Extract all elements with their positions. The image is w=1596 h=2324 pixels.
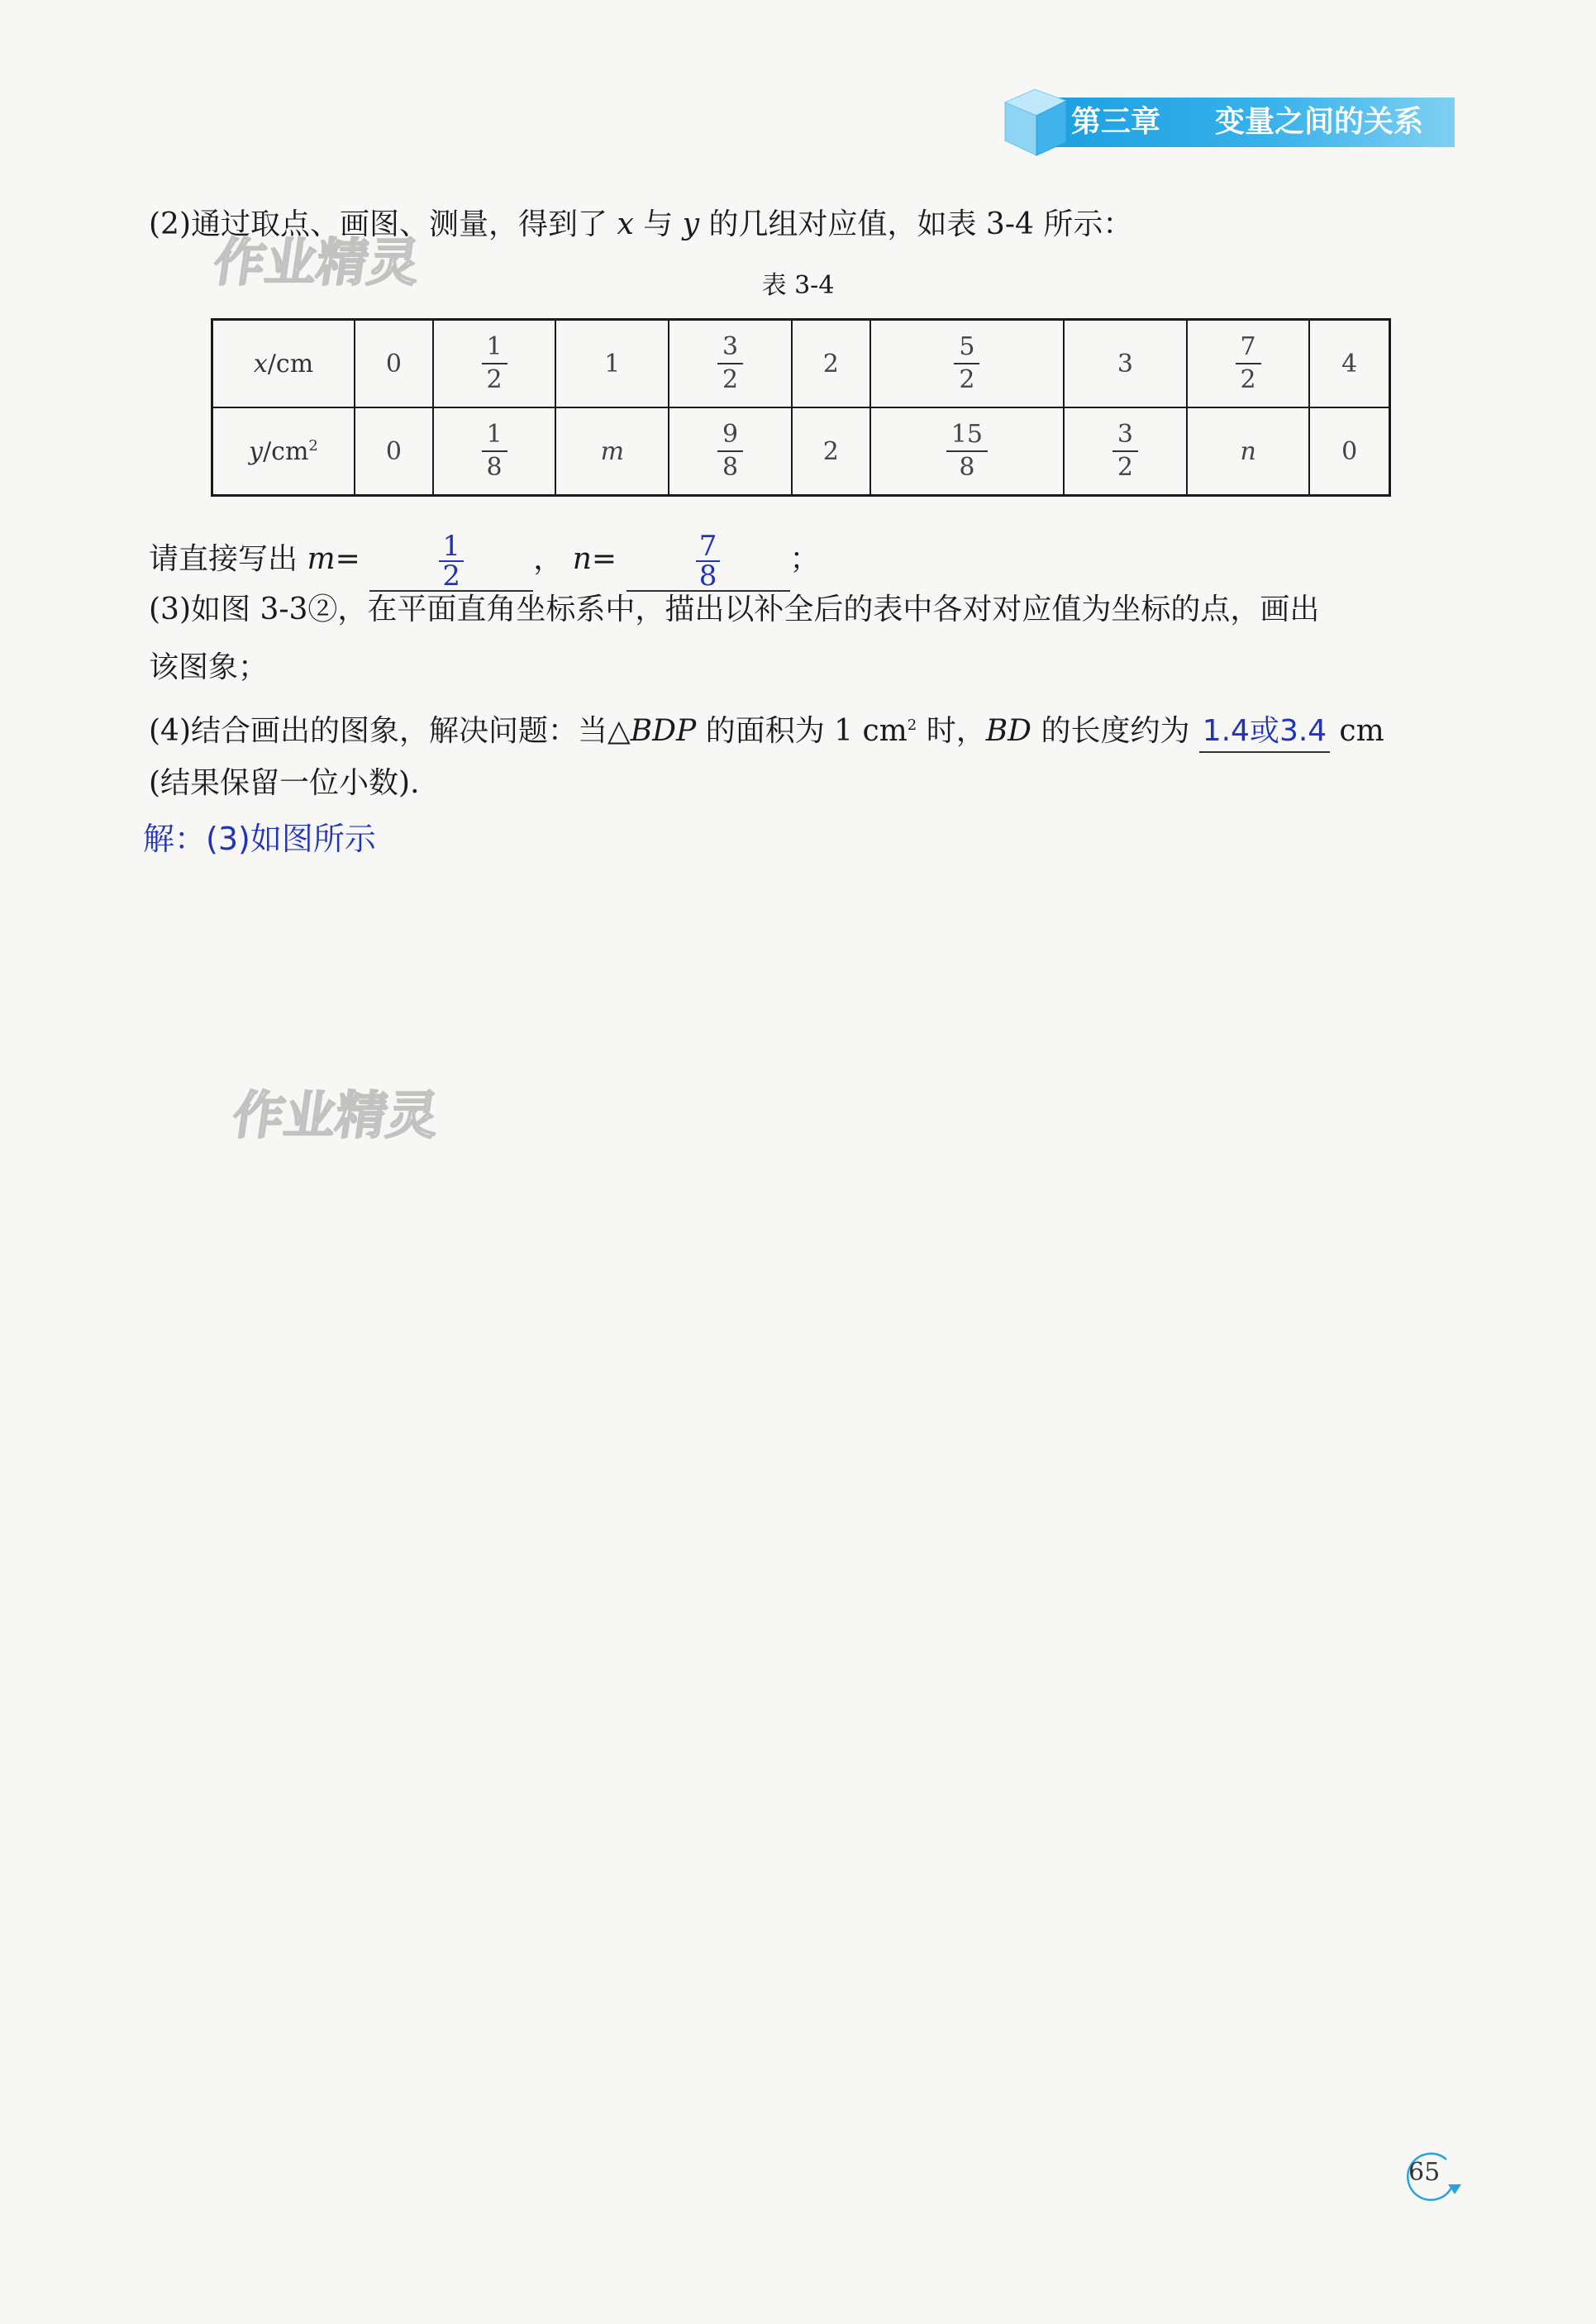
- equals-sign: =: [591, 542, 617, 576]
- chapter-title: 变量之间的关系: [1215, 105, 1424, 139]
- page-number: 65: [1408, 2158, 1441, 2187]
- and-word: 与: [643, 207, 674, 241]
- part4-mid: 的面积为 1 cm: [705, 714, 908, 748]
- table-row-x: [212, 320, 1390, 408]
- table-row-y: [212, 407, 1390, 496]
- n-answer: $\frac{7}{8}$: [696, 532, 721, 590]
- x-value-cell-3: $\frac{3}{2}$: [669, 320, 792, 408]
- part4-mid2: 时，: [926, 714, 986, 748]
- y-value-cell-4: 2: [792, 407, 870, 496]
- bd-answer: 1.4或3.4: [1199, 712, 1330, 753]
- page-number-badge: [1397, 2145, 1471, 2207]
- ask-line: [149, 532, 820, 592]
- x-value-cell-7: $\frac{7}{2}$: [1187, 320, 1310, 408]
- solution-text: 解：(3)如图所示: [143, 821, 376, 857]
- part4-mid3: 的长度约为: [1041, 714, 1190, 748]
- part2-prefix: (2)通过取点、画图、测量，得到了: [149, 207, 607, 241]
- x-value-cell-5: $\frac{5}{2}$: [870, 320, 1064, 408]
- part4-unit: cm: [1339, 714, 1384, 748]
- m-answer: $\frac{1}{2}$: [439, 532, 464, 590]
- bd-var: BD: [985, 714, 1032, 748]
- y-value-cell-0: 0: [355, 407, 433, 496]
- chapter-number: 第三章: [1071, 105, 1161, 139]
- y-value-cell-3: $\frac{9}{8}$: [669, 407, 792, 496]
- x-value-cell-0: 0: [355, 320, 433, 408]
- x-value-cell-8: 4: [1309, 320, 1389, 408]
- y-value-cell-2: m: [555, 407, 669, 496]
- semicolon: ；: [789, 542, 820, 576]
- part2-suffix: 的几组对应值，如表 3-4 所示：: [708, 207, 1133, 241]
- y-value-cell-8: 0: [1309, 407, 1389, 496]
- row-y-header: $y/cm^2$: [212, 407, 355, 496]
- x-value-cell-4: 2: [792, 320, 870, 408]
- x-value-cell-1: $\frac{1}{2}$: [433, 320, 556, 408]
- bdp-var: BDP: [630, 714, 697, 748]
- area-unit-sup: 2: [907, 717, 917, 734]
- x-value-cell-2: 1: [555, 320, 669, 408]
- ask-prefix: 请直接写出: [149, 542, 298, 576]
- m-answer-blank: [369, 532, 533, 592]
- part4-line2: (结果保留一位小数).: [149, 766, 420, 800]
- x-var: x: [617, 207, 634, 241]
- y-value-cell-7: n: [1187, 407, 1310, 496]
- row-x-header: x/cm: [212, 320, 355, 408]
- x-value-cell-6: 3: [1064, 320, 1187, 408]
- y-value-cell-5: $\frac{15}{8}$: [870, 407, 1064, 496]
- y-value-cell-1: $\frac{1}{8}$: [433, 407, 556, 496]
- part4-prefix: (4)结合画出的图象，解决问题：当△: [149, 714, 631, 748]
- watermark: 作业精灵: [210, 232, 424, 293]
- n-var: n: [572, 542, 592, 576]
- table-caption: 表 3-4: [761, 271, 835, 300]
- equals-sign: =: [335, 542, 360, 576]
- y-value-cell-6: $\frac{3}{2}$: [1064, 407, 1187, 496]
- watermark: 作业精灵: [229, 1085, 443, 1145]
- y-var: y: [682, 207, 700, 241]
- part3-line2: 该图象；: [149, 650, 269, 684]
- part4-line1: [149, 706, 1384, 753]
- value-table: [211, 318, 1391, 497]
- part3-line1: (3)如图 3-3②，在平面直角坐标系中，描出以补全后的表中各对对应值为坐标的点，画出: [149, 593, 1320, 626]
- n-answer-blank: [626, 532, 790, 592]
- comma: ，: [533, 542, 564, 576]
- m-var: m: [307, 542, 336, 576]
- cube-icon: [1002, 84, 1070, 159]
